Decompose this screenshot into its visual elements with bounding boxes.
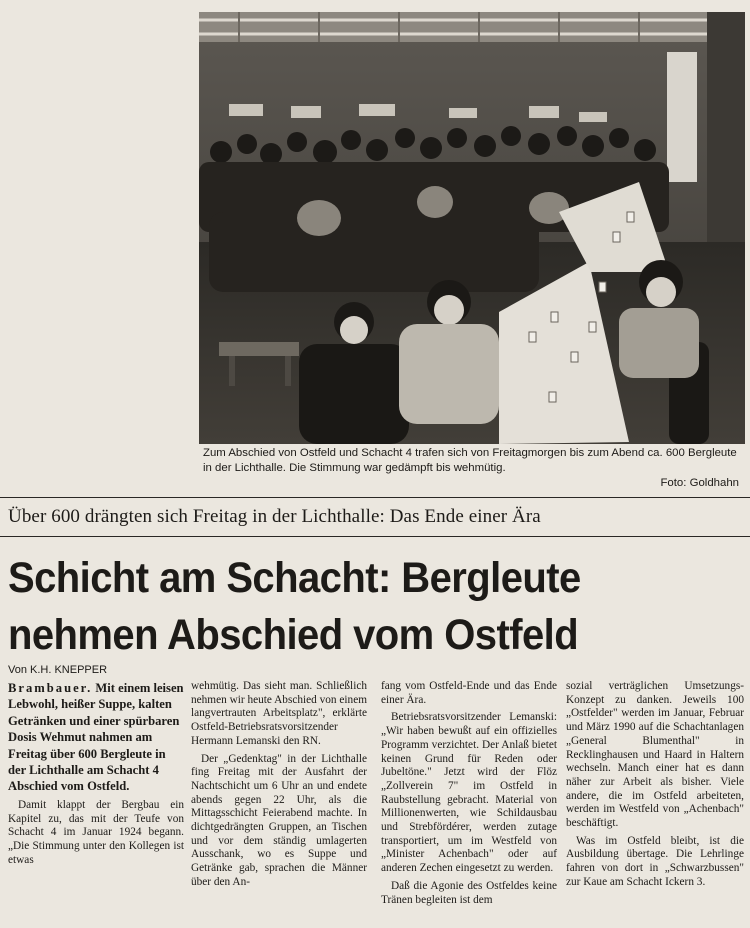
headline-line-1: Schicht am Schacht: Bergleute	[8, 554, 581, 602]
article-column-1	[8, 680, 184, 867]
article-column-3	[381, 680, 557, 907]
photo-caption	[199, 446, 745, 492]
paragraph: Betriebsratsvorsitzender Lemanski: „Wir haben bewußt auf ein offizielles Programm verzichtet. Der Anlaß bietet keinen Grund für Reden oder Jubeltöne." Jetzt wird der Flöz „Zollverein 7" im Ostfeld in Raubstellung gebracht. Material von Millionenwerten, wie Schildausbau und Strebfördérer, werden zutage transportiert, um im Westfeld von „Minister Achenbach" oder auf anderen Zechen eingesetzt zu werden.	[381, 711, 557, 875]
paragraph: Der „Gedenktag" in der Lichthalle fing Freitag mit der Ausfahrt der Nachtschicht um 6 Uhr an und endete abends gegen 22 Uhr, als die Mittagsschicht Feierabend machte. In dichtgedrängten Gruppen, an Tischen und vor dem ständig umlagerten Ausschank, wo es Suppe und Getränke gab, sprachen die Männer über den An-	[191, 752, 367, 888]
byline: Von K.H. KNEPPER	[8, 664, 108, 676]
kicker-line: Über 600 drängten sich Freitag in der Lichthalle: Das Ende einer Ära	[8, 506, 541, 527]
photo-credit: Foto: Goldhahn	[660, 477, 739, 489]
headline	[8, 550, 696, 664]
paragraph: wehmütig. Das sieht man. Schließlich nehmen wir heute Abschied von einem langvertrauten Arbeitsplatz", erklärte Ostfeld-Betriebsratsvorsitzender Hermann Lemanski den RN.	[191, 680, 367, 747]
paragraph: fang vom Ostfeld-Ende und das Ende einer Ära.	[381, 680, 557, 706]
article-column-2	[191, 680, 367, 890]
paragraph: sozial verträglichen Umsetzungs-Konzept zu danken. Jeweils 100 „Ostfelder" werden im Januar, Februar und März 1990 auf die Schachtanlagen „General Blumenthal" in Recklinghausen und Haard in Haltern wechseln. Manch einer hat es dann näher zur Arbeit als bisher. Viele andere, die im Ostfeld arbeiteten, werden im Westfeld von „Achenbach" beschäftigt.	[566, 680, 744, 830]
article-column-4	[566, 680, 744, 890]
paragraph: Daß die Agonie des Ostfeldes keine Tränen begleiten ist dem	[381, 879, 557, 906]
headline-line-2: nehmen Abschied vom Ostfeld	[8, 611, 579, 659]
caption-text: Zum Abschied von Ostfeld und Schacht 4 trafen sich von Freitagmorgen bis zum Abend ca. 600 Bergleute in der Lichthalle. Die Stimmung war gedämpft bis wehmütig.	[203, 447, 737, 474]
paragraph: Was im Ostfeld bleibt, ist die Ausbildung übertage. Die Lehrlinge fahren von dort in „Schwarzbussen" zur Kaue am Schacht Ickern 3.	[566, 834, 744, 888]
lead-text: Mit einem leisen Lebwohl, heißer Suppe, kalten Getränken und einer spürbaren Dosis Wehmut nahmen am Freitag über 600 Bergleute in der Lichthalle am Schacht 4 Abschied vom Ostfeld.	[8, 681, 184, 794]
paragraph: Damit klappt der Bergbau ein Kapitel zu, das mit der Teufe von Schacht 4 im Januar 1924 begann. „Die Stimmung unter den Kollegen ist etwas	[8, 798, 184, 866]
article-lead	[8, 680, 184, 795]
news-photo-lichthalle	[199, 12, 745, 444]
kicker-rule-top	[0, 497, 750, 498]
photo-illustration	[199, 12, 745, 444]
dateline-place: Brambauer.	[8, 681, 93, 695]
kicker-rule-bottom	[0, 536, 750, 537]
